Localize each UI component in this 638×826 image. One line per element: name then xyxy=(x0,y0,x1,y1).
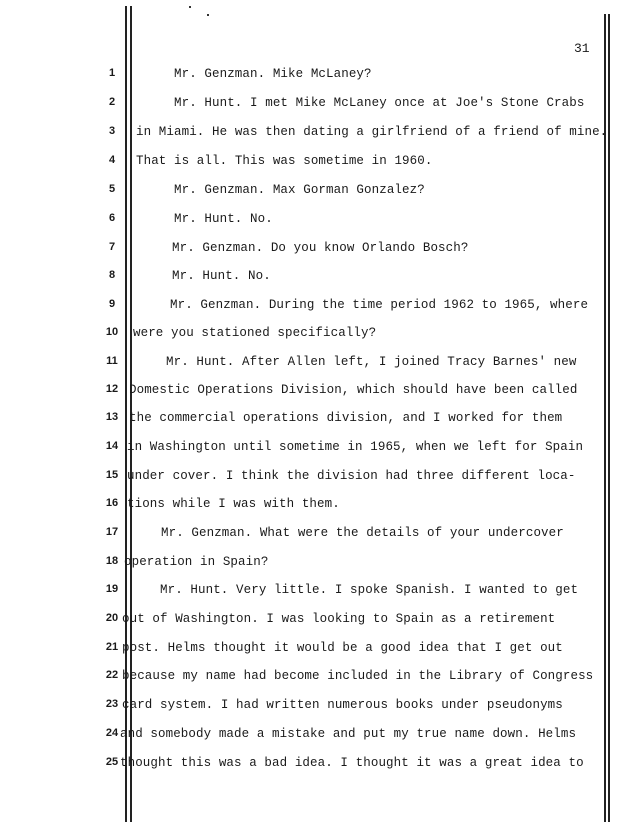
line-number: 18 xyxy=(105,555,119,567)
transcript-line: out of Washington. I was looking to Spain as a retirement xyxy=(122,612,556,626)
line-number: 14 xyxy=(105,440,119,452)
transcript-line: tions while I was with them. xyxy=(127,497,340,511)
line-number: 22 xyxy=(105,669,119,681)
line-number: 20 xyxy=(105,612,119,624)
line-number: 2 xyxy=(108,96,116,108)
transcript-line: Mr. Genzman. What were the details of your undercover xyxy=(161,526,564,540)
right-margin-rule-outer xyxy=(608,14,610,822)
transcript-line: post. Helms thought it would be a good idea that I get out xyxy=(122,641,563,655)
line-number: 12 xyxy=(105,383,119,395)
line-number: 10 xyxy=(105,326,119,338)
page-number: 31 xyxy=(574,41,590,56)
transcript-line: were you stationed specifically? xyxy=(133,326,377,340)
line-number: 25 xyxy=(105,756,119,768)
scan-speck xyxy=(207,14,209,16)
transcript-line: Domestic Operations Division, which should have been called xyxy=(129,383,578,397)
transcript-line: Mr. Hunt. No. xyxy=(174,212,273,226)
line-number: 16 xyxy=(105,497,119,509)
line-number: 23 xyxy=(105,698,119,710)
line-number: 19 xyxy=(105,583,119,595)
transcript-line: operation in Spain? xyxy=(124,555,269,569)
transcript-line: Mr. Genzman. Max Gorman Gonzalez? xyxy=(174,183,425,197)
line-number: 3 xyxy=(108,125,116,137)
transcript-line: Mr. Hunt. Very little. I spoke Spanish. I wanted to get xyxy=(160,583,579,597)
line-number: 17 xyxy=(105,526,119,538)
line-number: 1 xyxy=(108,67,116,79)
transcript-line: Mr. Hunt. I met Mike McLaney once at Joe's Stone Crabs xyxy=(174,96,585,110)
line-number: 13 xyxy=(105,411,119,423)
transcript-line: in Washington until sometime in 1965, when we left for Spain xyxy=(127,440,584,454)
transcript-line: the commercial operations division, and I worked for them xyxy=(129,411,563,425)
line-number: 9 xyxy=(108,298,116,310)
transcript-line: under cover. I think the division had three different loca- xyxy=(127,469,576,483)
transcript-line: Mr. Genzman. During the time period 1962 to 1965, where xyxy=(170,298,589,312)
line-number: 8 xyxy=(108,269,116,281)
line-number: 24 xyxy=(105,727,119,739)
transcript-line: because my name had become included in the Library of Congress xyxy=(122,669,594,683)
line-number: 15 xyxy=(105,469,119,481)
transcript-line: and somebody made a mistake and put my true name down. Helms xyxy=(120,727,577,741)
line-number: 7 xyxy=(108,241,116,253)
line-number: 21 xyxy=(105,641,119,653)
transcript-line: Mr. Hunt. No. xyxy=(172,269,271,283)
line-number: 11 xyxy=(106,355,118,367)
line-number: 4 xyxy=(108,154,116,166)
scan-speck xyxy=(189,6,191,8)
transcript-line: thought this was a bad idea. I thought it was a great idea to xyxy=(120,756,584,770)
transcript-line: card system. I had written numerous books under pseudonyms xyxy=(122,698,563,712)
transcript-line: That is all. This was sometime in 1960. xyxy=(136,154,433,168)
transcript-line: Mr. Genzman. Mike McLaney? xyxy=(174,67,372,81)
line-number: 6 xyxy=(108,212,116,224)
line-number: 5 xyxy=(108,183,116,195)
transcript-line: Mr. Genzman. Do you know Orlando Bosch? xyxy=(172,241,469,255)
transcript-line: in Miami. He was then dating a girlfriend of a friend of mine. xyxy=(136,125,608,139)
transcript-line: Mr. Hunt. After Allen left, I joined Tracy Barnes' new xyxy=(166,355,577,369)
